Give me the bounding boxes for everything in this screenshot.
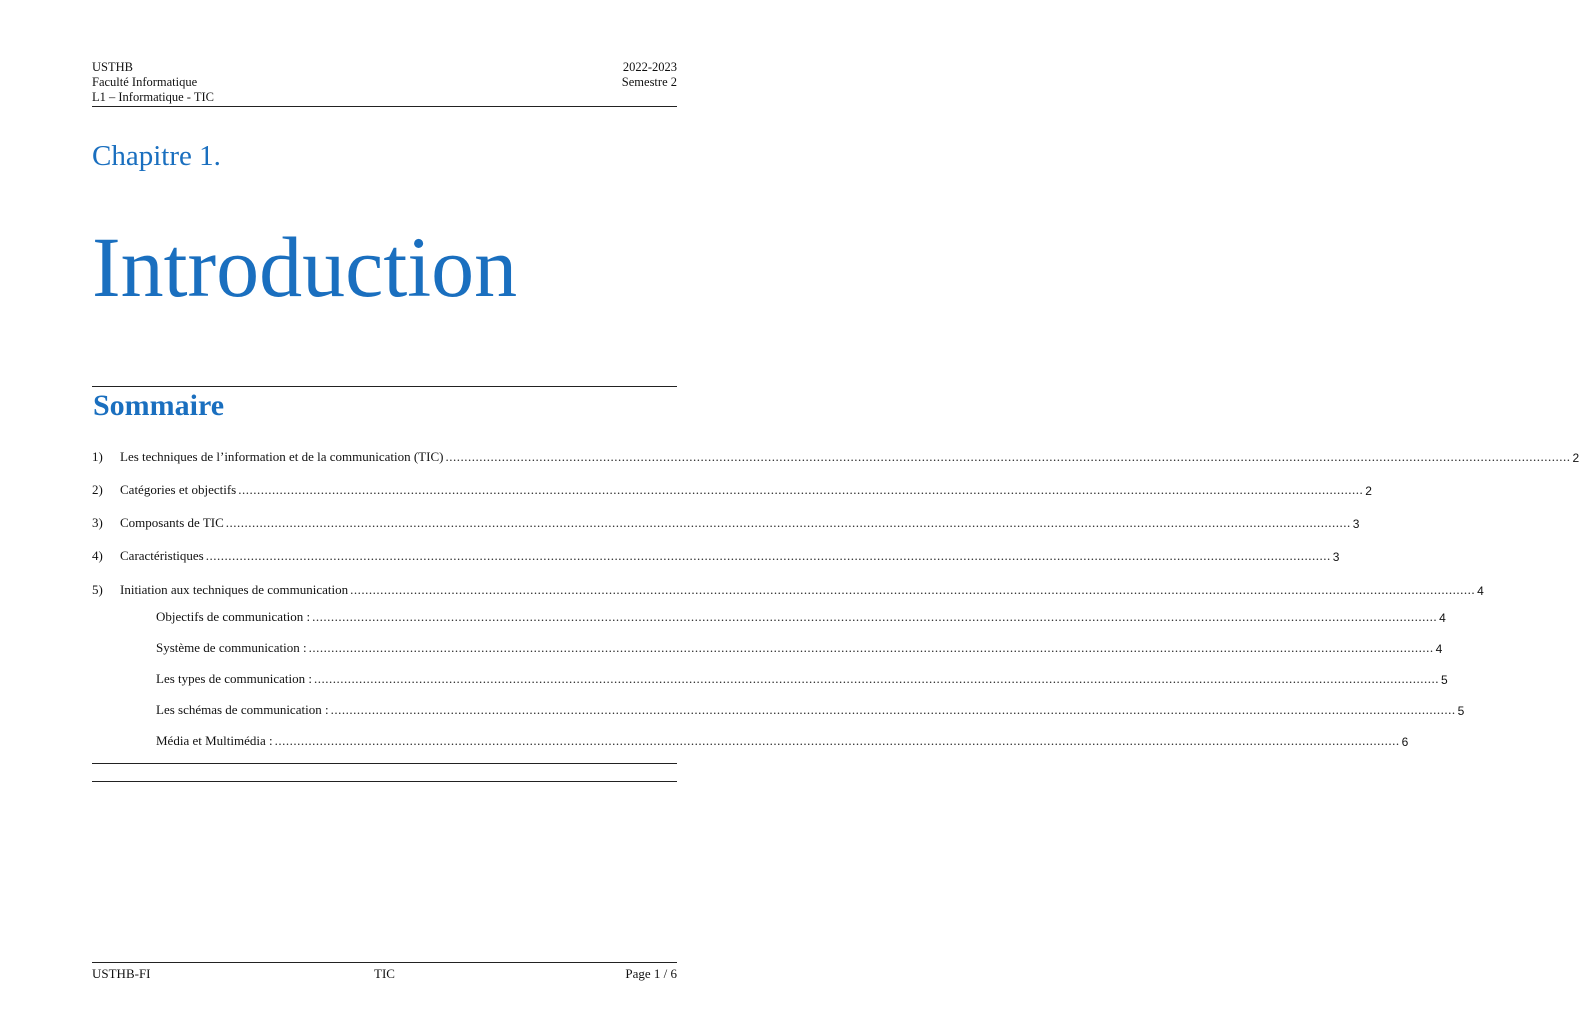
toc-leader-dots: ............................................................................................................................................................................................................................................................................................................ xyxy=(350,582,1476,597)
toc-entry-number: 4) xyxy=(92,548,103,563)
toc-subentry-label: Média et Multimédia : xyxy=(156,733,273,748)
toc-subentry[interactable] xyxy=(156,729,1409,749)
toc-leader-dots: ............................................................................................................................................................................................................................................................................................................ xyxy=(330,702,1456,717)
header-course: L1 – Informatique - TIC xyxy=(92,90,214,104)
toc-entry-label: Catégories et objectifs xyxy=(120,482,237,497)
toc-subentry-page: 4 xyxy=(1439,611,1446,625)
toc-subentry-label: Objectifs de communication : xyxy=(156,609,311,624)
toc-leader-dots: ............................................................................................................................................................................................................................................................................................................ xyxy=(274,733,1400,748)
header-left xyxy=(92,60,214,105)
toc-entry[interactable] xyxy=(92,445,1579,465)
toc-leader-dots: ............................................................................................................................................................................................................................................................................................................ xyxy=(308,640,1434,655)
toc-entry-page: 3 xyxy=(1332,550,1340,564)
toc-leader-dots: ............................................................................................................................................................................................................................................................................................................ xyxy=(445,449,1571,464)
header-right xyxy=(622,60,677,90)
toc-entry[interactable] xyxy=(92,544,1340,564)
header-institution: USTHB xyxy=(92,60,133,74)
toc-subentry-label: Système de communication : xyxy=(156,640,307,655)
toc-heading: Sommaire xyxy=(93,389,225,422)
toc-entry-page: 3 xyxy=(1352,517,1360,531)
section-divider xyxy=(92,781,677,782)
header-semester: Semestre 2 xyxy=(621,75,677,89)
toc-entry-page: 2 xyxy=(1572,451,1579,465)
toc-leader-dots: ............................................................................................................................................................................................................................................................................................................ xyxy=(312,609,1438,624)
chapter-title: Introduction xyxy=(92,219,518,315)
chapter-label: Chapitre 1. xyxy=(92,140,221,172)
toc-entry[interactable] xyxy=(92,478,1372,498)
toc-entry-label: Initiation aux techniques de communication xyxy=(120,582,349,597)
toc-leader-dots: ............................................................................................................................................................................................................................................................................................................ xyxy=(238,482,1364,497)
toc-subentry[interactable] xyxy=(156,636,1443,656)
toc-leader-dots: ............................................................................................................................................................................................................................................................................................................ xyxy=(313,671,1439,686)
page-footer xyxy=(92,962,677,983)
footer-left: USTHB-FI xyxy=(92,966,151,981)
toc-subentry[interactable] xyxy=(156,667,1448,687)
toc-entry[interactable] xyxy=(92,578,1484,598)
toc-subentry-page: 6 xyxy=(1401,735,1409,749)
toc-subentry-page: 5 xyxy=(1457,704,1465,718)
footer-page-number: Page 1 / 6 xyxy=(625,966,677,981)
toc-subentry[interactable] xyxy=(156,605,1446,625)
header-faculty: Faculté Informatique xyxy=(92,75,198,89)
toc-entry-number: 5) xyxy=(92,582,103,597)
toc-entry-label: Les techniques de l’information et de la communication (TIC) xyxy=(120,449,444,464)
toc-entry-number: 3) xyxy=(92,515,103,530)
toc-entry[interactable] xyxy=(92,511,1360,531)
toc-entry-number: 2) xyxy=(92,482,103,497)
toc-subentry[interactable] xyxy=(156,698,1465,718)
toc-subentry-page: 4 xyxy=(1435,642,1443,656)
toc-leader-dots: ............................................................................................................................................................................................................................................................................................................ xyxy=(225,515,1351,530)
toc-entry-page: 2 xyxy=(1365,484,1372,498)
toc-subentry-label: Les types de communication : xyxy=(156,671,312,686)
toc-subentry-label: Les schémas de communication : xyxy=(156,702,329,717)
toc-entry-label: Composants de TIC xyxy=(120,515,224,530)
toc-entry-page: 4 xyxy=(1477,584,1484,598)
toc-leader-dots: ............................................................................................................................................................................................................................................................................................................ xyxy=(205,548,1331,563)
toc-entry-label: Caractéristiques xyxy=(120,548,204,563)
header-year: 2022-2023 xyxy=(622,60,677,74)
table-of-contents xyxy=(92,386,1579,764)
toc-subentry-page: 5 xyxy=(1440,673,1448,687)
footer-center: TIC xyxy=(374,966,395,981)
toc-entry-number: 1) xyxy=(92,449,103,464)
page-header xyxy=(92,60,677,107)
